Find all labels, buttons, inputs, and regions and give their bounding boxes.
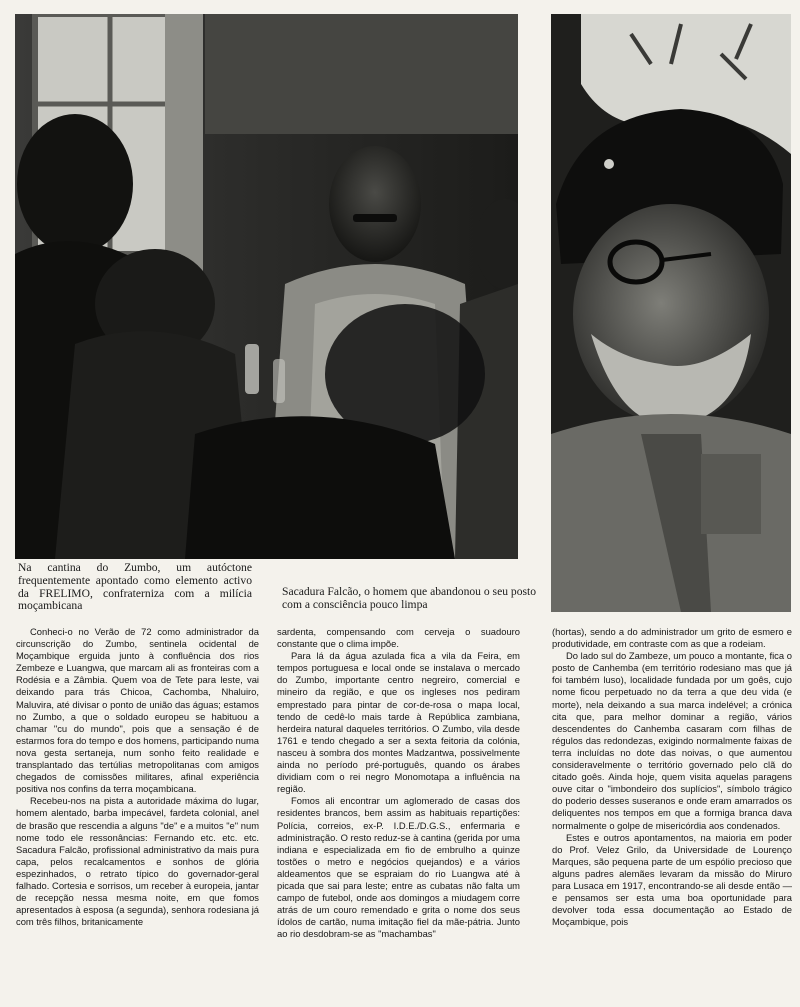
article-column-2 — [277, 626, 520, 1002]
paragraph: Fomos ali encontrar um aglomerado de casas dos residentes brancos, bem assim as habituais repartições: Polícia, correios, ex-P. I.D.E./D.G.S., enfermaria e administração. O resto reduz-se à cantina (gerida por uma indiana e especializada em fio de embrulho a quinze tostões o metro e negócios quejandos) e a vários aldeamentos que se espraiam do rio Luangwa até à picada que sai para leste; entre as cubatas não falta um campo de futebol, onde aos domingos a miudagem corre atrás de um couro remendado e grita o nome dos seus ídolos de cartão, numa imitação fiel da mãe-pátria. Junto ao rio desdobram-se as "machambas" — [277, 795, 520, 940]
paragraph: Conheci-o no Verão de 72 como administrador da circunscrição do Zumbo, sentinela ocidental de Moçambique erguida junto à confluência dos rios Zembeze e Luangwa, que marcam ali as fronteiras com a Rodésia e a Zâmbia. Quem voa de Tete para leste, vai deixando para trás Chicoa, Cachomba, Nhaluiro, Maluvira, até divisar o ponto de união das águas; estamos no Zumbo, a que o soldado europeu se habituou a chamar "cu do mundo", pois que a sensação é de estarmos fora do tempo e dos homens, participando numa nova gesta sertaneja, num sonho feito realidade e transplantado das tertúlias metropolitanas com amigos chegados de comissões militares, afinal experiência positiva nos confins da terra moçambicana. — [16, 626, 259, 795]
paragraph: (hortas), sendo a do administrador um grito de esmero e produtividade, em contraste com as que a rodeiam. — [552, 626, 792, 650]
caption-portrait: Sacadura Falcão, o homem que abandonou o seu posto com a consciência pouco limpa — [282, 585, 537, 611]
portrait-photo-graphic — [551, 14, 791, 612]
cantina-photo-graphic — [15, 14, 518, 559]
article-column-1 — [16, 626, 259, 1002]
paragraph: Para lá da água azulada fica a vila da Feira, em tempos portuguesa e local onde se instalava o mercado do Zumbo, importante centro negreiro, comercial e mineiro da região, e que os ingleses nos pediram emprestado para pintar de cor-de-rosa o mapa local, tendo de cedê-lo mais tarde à República zambiana, herdeira natural daqueles territórios. O Zumbo, vila desde 1761 e tendo chegado a ser a sexta feitoria da colónia, nasceu à sombra dos montes Madzantwa, possivelmente ainda no período pré-português, quando os árabes dividiam com o rei negro Monomotapa a influência na região. — [277, 650, 520, 795]
portrait-photo — [551, 14, 791, 612]
article-column-3 — [552, 626, 792, 1002]
paragraph: Estes e outros apontamentos, na maioria em poder do Prof. Velez Grilo, da Universidade de Lourenço Marques, são pequena parte de um espólio precioso que alguns padres alemães levaram da missão do Miruro para Lusaca em 1917, encontrando-se ali desde então — e pensamos ser esta uma boa oportunidade para devolver toda essa documentação ao Estado de Moçambique, pois — [552, 831, 792, 928]
caption-cantina: Na cantina do Zumbo, um autóctone frequentemente apontado como elemento activo da FRELIMO, confraterniza com a milícia moçambicana — [18, 561, 252, 613]
paragraph: sardenta, compensando com cerveja o suadouro constante que o clima impõe. — [277, 626, 520, 650]
paragraph: Recebeu-nos na pista a autoridade máxima do lugar, homem alentado, barba impecável, fardeta colonial, anel de brasão que rescendia a alguns "de" e a muitos "e" num nome todo ele ressonâncias: Fernando etc. etc. etc. Sacadura Falcão, profissional administrativo da mais pura capa, pelos recalcamentos e sonhos de glória espezinhados, o retrato típico do governador-geral falhado. Cortesia e sorrisos, um receber à europeia, jantar de recepção nessa mesma noite, em que fomos apresentados à esposa (a segunda), senhora rodesiana já com três filhos, britanicamente — [16, 795, 259, 928]
cantina-photo — [15, 14, 518, 559]
paragraph: Do lado sul do Zambeze, um pouco a montante, fica o posto de Canhemba (em território rodesiano mas que já foi também luso), localidade fundada por um goês, cujo nome ficou perpetuado no da terra a que deu vida (e morte), nela deixando a sua marca indelével; a crónica cita que, para melhor dominar a região, vários descendentes do Canhemba casaram com filhas de régulos das redondezas, exigindo normalmente faixas de terra incluídas no dote das noivas, o que aumentou consideravelmente o território governado pelo clã do citado goês. Ainda hoje, quem visita aquelas paragens ouve citar o "imbondeiro dos suplícios", símbolo trágico do poderio desses suseranos e onde eram amarrados os deliquentes nos tempos em que a formiga branca dava normalmente o golpe de misericórdia aos condenados. — [552, 650, 792, 831]
